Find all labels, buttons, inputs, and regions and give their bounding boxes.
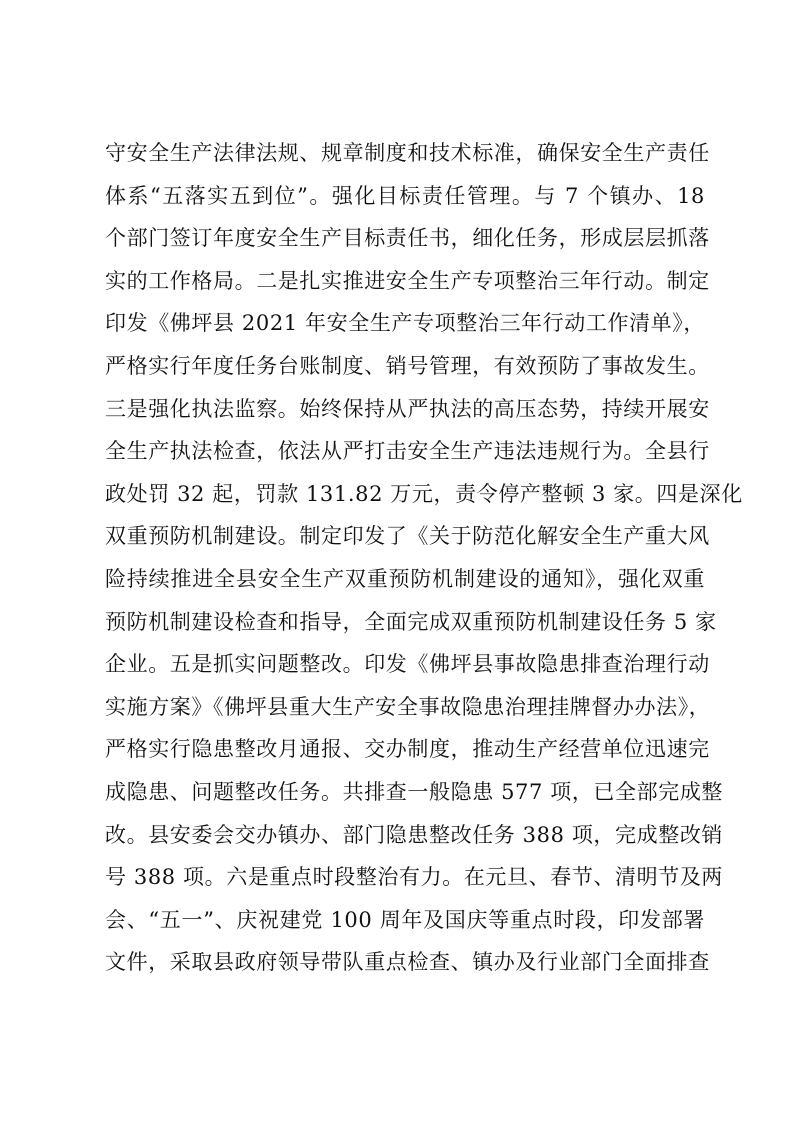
text-line-14: 实施方案》《佛坪县重大生产安全事故隐患治理挂牌督办办法》，	[105, 694, 711, 719]
text-line-20: 文件，采取县政府领导带队重点检查、镇办及行业部门全面排查	[105, 950, 710, 975]
text-line-7: 三是强化执法监察。始终保持从严执法的高压态势，持续开展安	[105, 396, 710, 421]
text-line-8: 全生产执法检查，依法从严打击安全生产违法违规行为。全县行	[105, 439, 710, 464]
text-line-1: 守安全生产法律法规、规章制度和技术标准，确保安全生产责任	[105, 141, 710, 165]
text-line-2: 体系“五落实五到位”。强化目标责任管理。与 7 个镇办、18	[105, 183, 705, 208]
text-line-4: 实的工作格局。二是扎实推进安全生产专项整治三年行动。制定	[105, 268, 710, 293]
text-line-10: 双重预防机制建设。制定印发了《关于防范化解安全生产重大风	[105, 524, 710, 549]
text-line-3: 个部门签订年度安全生产目标责任书，细化任务，形成层层抓落	[105, 226, 710, 251]
body-text	[105, 132, 743, 984]
text-line-9: 政处罚 32 起，罚款 131.82 万元，责令停产整顿 3 家。四是深化	[105, 481, 743, 506]
text-line-16: 成隐患、问题整改任务。共排查一般隐患 577 项，已全部完成整	[105, 779, 724, 804]
text-line-6: 严格实行年度任务台账制度、销号管理，有效预防了事故发生。	[105, 353, 710, 378]
text-line-13: 企业。五是抓实问题整改。印发《佛坪县事故隐患排查治理行动	[105, 652, 710, 677]
text-line-17: 改。县安委会交办镇办、部门隐患整改任务 388 项，完成整改销	[105, 822, 724, 847]
text-line-18: 号 388 项。六是重点时段整治有力。在元旦、春节、清明节及两	[105, 865, 724, 890]
text-line-5: 印发《佛坪县 2021 年安全生产专项整治三年行动工作清单》，	[105, 311, 705, 336]
text-line-15: 严格实行隐患整改月通报、交办制度，推动生产经营单位迅速完	[105, 737, 710, 762]
text-line-11: 险持续推进全县安全生产双重预防机制建设的通知》，强化双重	[105, 566, 705, 591]
text-line-12: 预防机制建设检查和指导，全面完成双重预防机制建设任务 5 家	[105, 609, 717, 634]
text-line-19: 会、“五一”、庆祝建党 100 周年及国庆等重点时段，印发部署	[105, 907, 705, 932]
